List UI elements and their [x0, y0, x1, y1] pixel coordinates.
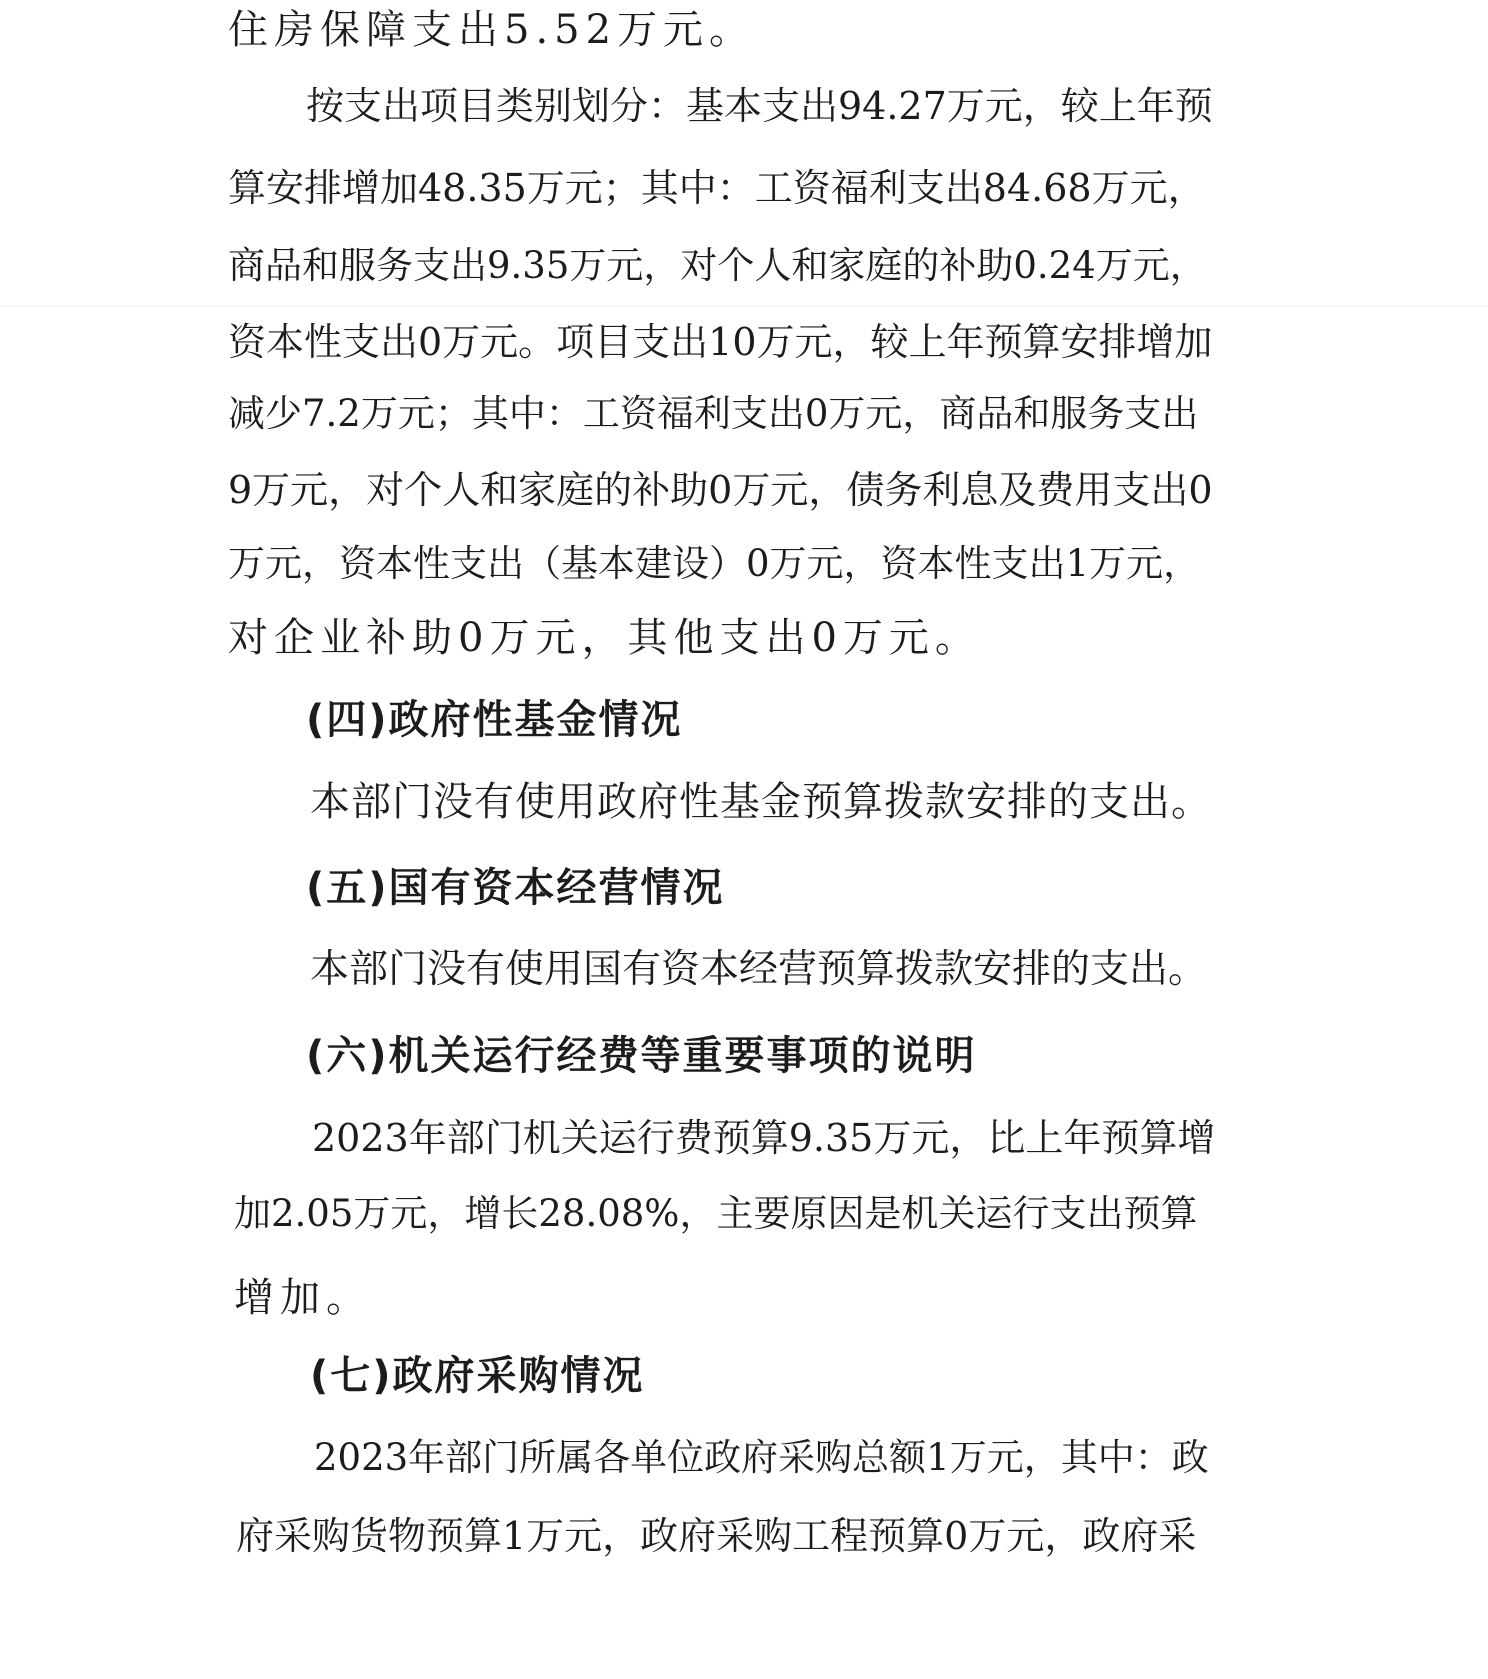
- section-6-text-line-1: 2023年部门机关运行费预算9.35万元，比上年预算增: [312, 1116, 1216, 1160]
- section-7-text-line-1: 2023年部门所属各单位政府采购总额1万元，其中：政: [314, 1436, 1209, 1479]
- section-5-text-line-1: 本部门没有使用国有资本经营预算拨款安排的支出。: [310, 947, 1208, 992]
- section-6-text-line-3: 增加。: [234, 1275, 372, 1321]
- section-heading-7: (七)政府采购情况: [310, 1353, 645, 1399]
- text-line-9: 对企业补助0万元，其他支出0万元。: [228, 615, 981, 661]
- text-line-8: 万元，资本性支出（基本建设）0万元，资本性支出1万元，: [228, 542, 1201, 585]
- text-line-2: 按支出项目类别划分：基本支出94.27万元，较上年预: [306, 84, 1213, 128]
- page-fold-line: [0, 306, 1488, 307]
- section-heading-6: (六)机关运行经费等重要事项的说明: [306, 1033, 977, 1079]
- text-line-6: 减少7.2万元；其中：工资福利支出0万元，商品和服务支出: [228, 392, 1199, 435]
- text-line-5: 资本性支出0万元。项目支出10万元，较上年预算安排增加: [228, 320, 1213, 364]
- section-4-text-line-1: 本部门没有使用政府性基金预算拨款安排的支出。: [310, 779, 1212, 825]
- section-heading-4: (四)政府性基金情况: [306, 697, 683, 743]
- text-line-7: 9万元，对个人和家庭的补助0万元，债务利息及费用支出0: [228, 468, 1213, 512]
- section-6-text-line-2: 加2.05万元，增长28.08%，主要原因是机关运行支出预算: [234, 1192, 1198, 1235]
- text-line-1: 住房保障支出5.52万元。: [228, 7, 756, 53]
- section-7-text-line-2: 府采购货物预算1万元，政府采购工程预算0万元，政府采: [236, 1514, 1197, 1558]
- text-line-4: 商品和服务支出9.35万元，对个人和家庭的补助0.24万元，: [228, 244, 1207, 287]
- text-line-3: 算安排增加48.35万元；其中：工资福利支出84.68万元，: [228, 166, 1206, 210]
- section-heading-5: (五)国有资本经营情况: [306, 865, 725, 911]
